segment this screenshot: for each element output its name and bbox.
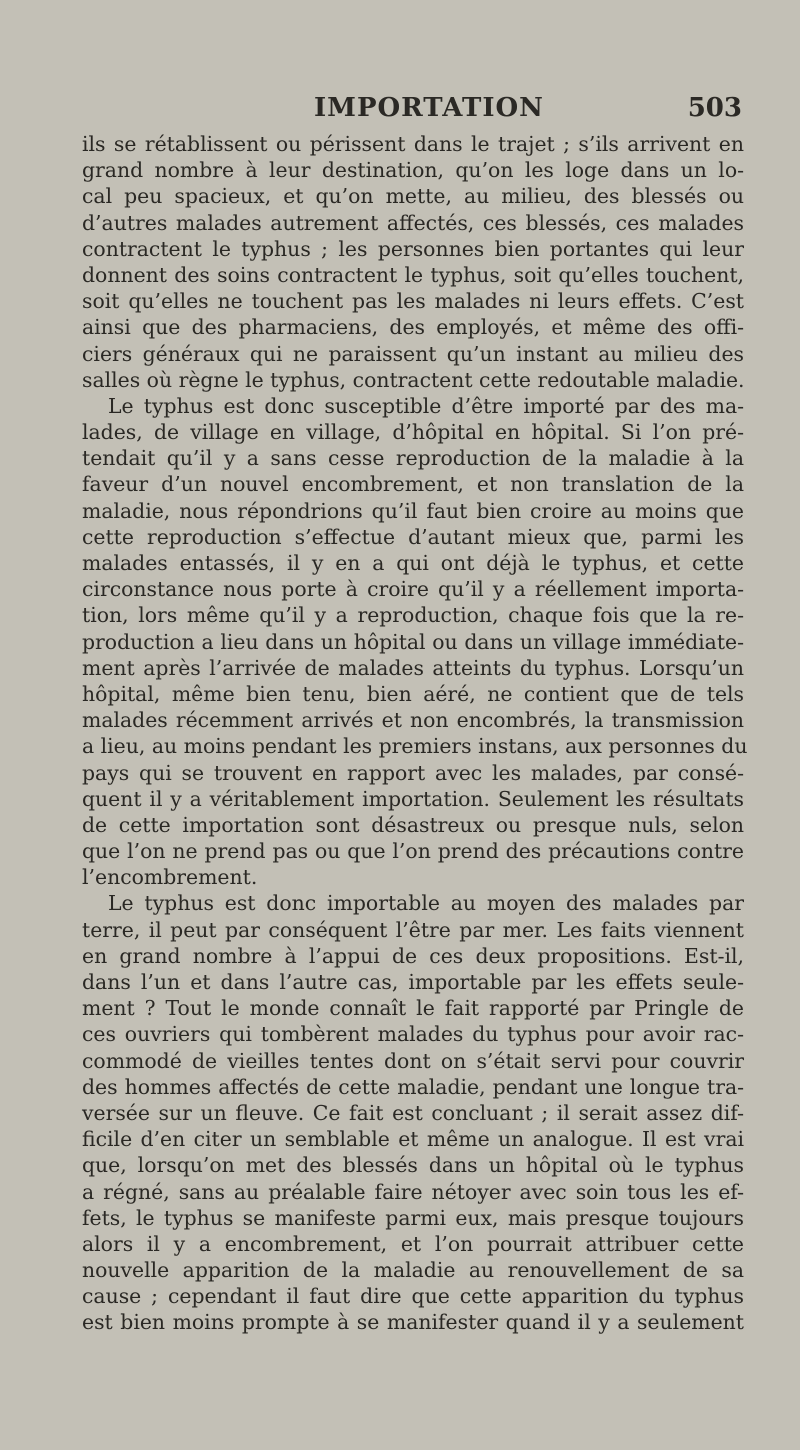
text-line: hôpital, même bien tenu, bien aéré, ne contient que de tels xyxy=(82,681,744,706)
text-line: maladie, nous répondrions qu’il faut bien croire au moins que xyxy=(82,498,744,523)
text-line: cette reproduction s’effectue d’autant mieux que, parmi les xyxy=(82,524,744,549)
text-line: commodé de vieilles tentes dont on s’était servi pour couvrir xyxy=(82,1048,744,1073)
text-line: quent il y a véritablement importation. Seulement les résultats xyxy=(82,786,744,811)
text-line: que, lorsqu’on met des blessés dans un hôpital où le typhus xyxy=(82,1153,744,1178)
text-line: est bien moins prompte à se manifester quand il y a seulement xyxy=(82,1310,744,1335)
text-line: que l’on ne prend pas ou que l’on prend des précautions contre xyxy=(82,839,744,864)
paragraph-start-line: Le typhus est donc susceptible d’être importé par des ma- xyxy=(108,393,744,418)
text-line: dans l’un et dans l’autre cas, importable par les effets seule- xyxy=(82,970,744,994)
text-line: contractent le typhus ; les personnes bien portantes qui leur xyxy=(82,236,744,261)
text-line: ment après l’arrivée de malades atteints du typhus. Lorsqu’un xyxy=(82,655,744,680)
text-line: lades, de village en village, d’hôpital en hôpital. Si l’on pré- xyxy=(82,420,744,445)
text-line: malades entassés, il y en a qui ont déjà le typhus, et cette xyxy=(82,551,744,575)
text-line: terre, il peut par conséquent l’être par mer. Les faits viennent xyxy=(82,917,744,942)
text-line: de cette importation sont désastreux ou presque nuls, selon xyxy=(82,812,744,837)
text-line: grand nombre à leur destination, qu’on les loge dans un lo- xyxy=(82,158,744,183)
text-line: ainsi que des pharmaciens, des employés, et même des offi- xyxy=(82,315,744,340)
text-line: versée sur un fleuve. Ce fait est concluant ; il serait assez dif- xyxy=(82,1100,744,1125)
text-line: cal peu spacieux, et qu’on mette, au milieu, des blessés ou xyxy=(82,184,744,209)
page-header xyxy=(82,93,742,127)
text-line: a lieu, au moins pendant les premiers instans, aux personnes du xyxy=(82,734,748,759)
text-line: ment ? Tout le monde connaît le fait rapporté par Pringle de xyxy=(82,996,744,1021)
page-number: 503 xyxy=(687,93,742,123)
text-line: cause ; cependant il faut dire que cette apparition du typhus xyxy=(82,1284,744,1309)
text-line: d’autres malades autrement affectés, ces blessés, ces malades xyxy=(82,210,744,235)
text-line: a régné, sans au préalable faire nétoyer avec soin tous les ef- xyxy=(82,1179,744,1204)
text-line: malades récemment arrivés et non encombrés, la transmission xyxy=(82,708,744,733)
running-head: IMPORTATION xyxy=(314,93,544,123)
text-line: des hommes affectés de cette maladie, pendant une longue tra- xyxy=(82,1074,744,1099)
text-line: donnent des soins contractent le typhus, soit qu’elles touchent, xyxy=(82,262,744,287)
body-text xyxy=(82,131,748,1336)
text-line: ils se rétablissent ou périssent dans le trajet ; s’ils arrivent en xyxy=(82,132,744,156)
text-line: soit qu’elles ne touchent pas les malades ni leurs effets. C’est xyxy=(82,289,744,314)
text-line: circonstance nous porte à croire qu’il y a réellement importa- xyxy=(82,577,744,602)
paragraph-start-line: Le typhus est donc importable au moyen des malades par xyxy=(108,891,744,916)
text-line: fets, le typhus se manifeste parmi eux, mais presque toujours xyxy=(82,1205,744,1230)
text-line: faveur d’un nouvel encombrement, et non translation de la xyxy=(82,472,744,497)
text-line: salles où règne le typhus, contractent cette redoutable maladie. xyxy=(82,367,745,392)
text-line: tendait qu’il y a sans cesse reproduction de la maladie à la xyxy=(82,446,744,471)
text-line: alors il y a encombrement, et l’on pourrait attribuer cette xyxy=(82,1231,744,1256)
text-line: ficile d’en citer un semblable et même un analogue. Il est vrai xyxy=(82,1127,744,1152)
text-line: l’encombrement. xyxy=(82,865,258,890)
text-line: en grand nombre à l’appui de ces deux propositions. Est-il, xyxy=(82,943,744,968)
text-line: pays qui se trouvent en rapport avec les malades, par consé- xyxy=(82,760,744,785)
text-line: nouvelle apparition de la maladie au renouvellement de sa xyxy=(82,1258,744,1283)
text-line: production a lieu dans un hôpital ou dans un village immédiate- xyxy=(82,629,744,654)
text-line: ces ouvriers qui tombèrent malades du typhus pour avoir rac- xyxy=(82,1022,744,1047)
text-line: ciers généraux qui ne paraissent qu’un instant au milieu des xyxy=(82,341,744,366)
text-line: tion, lors même qu’il y a reproduction, chaque fois que la re- xyxy=(82,603,744,628)
